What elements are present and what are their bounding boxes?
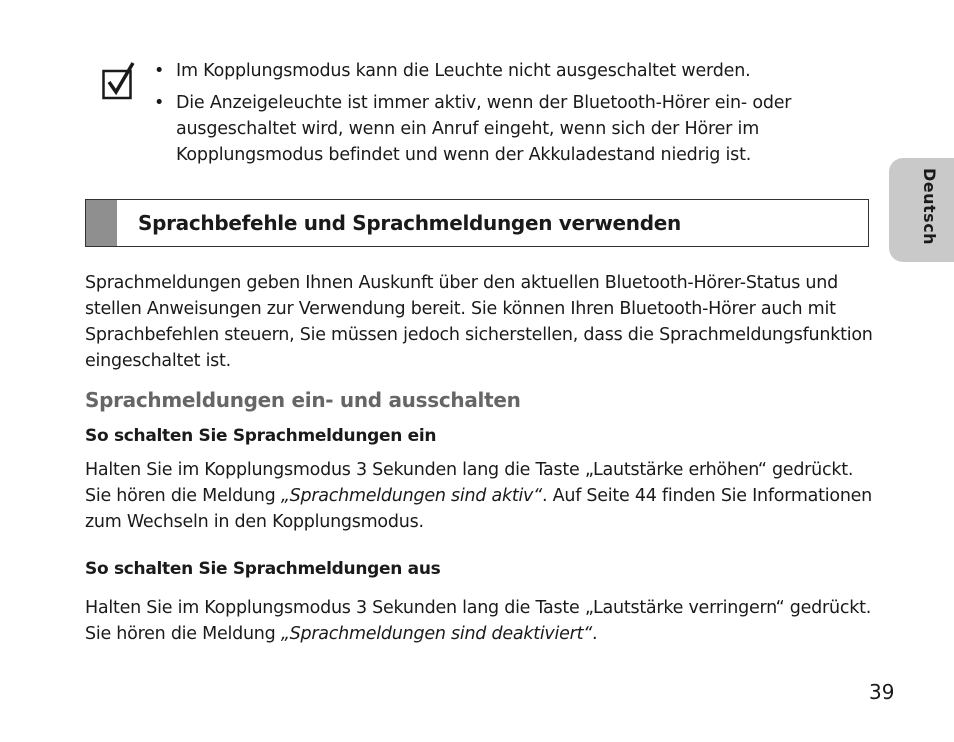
note-list — [152, 58, 852, 174]
section-header — [85, 199, 869, 247]
note-item — [152, 58, 852, 84]
subsection-title: Sprachmeldungen ein- und ausschalten — [85, 388, 521, 412]
bullet-icon: • — [154, 61, 165, 81]
intro-paragraph: Sprachmeldungen geben Ihnen Auskunft über den aktuellen Bluetooth-Hörer-Status und stellen Anweisungen zur Verwendung bereit. Sie können Ihren Bluetooth-Hörer auch mit Sprachbefehlen steuern, Sie müssen jedoch sicherstellen, dass die Sprachmeldungsfunktion eingeschaltet ist. — [85, 273, 873, 371]
heading-enable: So schalten Sie Sprachmeldungen ein — [85, 426, 437, 446]
language-tab-label: Deutsch — [920, 168, 939, 246]
paragraph-disable-quote: „Sprachmeldungen sind deaktiviert“ — [280, 624, 593, 644]
bullet-icon: • — [154, 93, 165, 113]
paragraph-enable-text-end: . Auf Seite 44 finden Sie Informationen zum Wechseln in den Kopplungsmodus. — [85, 486, 873, 532]
paragraph-disable-text-end: . — [592, 624, 598, 644]
paragraph-disable-text: Halten Sie im Kopplungsmodus 3 Sekunden lang die Taste „Lautstärke verringern“ gedrückt. Sie hören die Meldung — [85, 598, 872, 644]
page-number: 39 — [869, 680, 895, 704]
section-title: Sprachbefehle und Sprachmeldungen verwenden — [138, 211, 681, 235]
note-item-text: Im Kopplungsmodus kann die Leuchte nicht ausgeschaltet werden. — [176, 61, 751, 81]
section-header-bar — [86, 200, 117, 246]
paragraph-disable — [85, 595, 875, 647]
note-item — [152, 90, 852, 168]
paragraph-enable-quote: „Sprachmeldungen sind aktiv“ — [280, 486, 542, 506]
heading-disable: So schalten Sie Sprachmeldungen aus — [85, 559, 441, 579]
paragraph-enable — [85, 457, 875, 535]
paragraph-enable-text: Halten Sie im Kopplungsmodus 3 Sekunden lang die Taste „Lautstärke erhöhen“ gedrückt. Sie hören die Meldung — [85, 460, 854, 506]
note-item-text: Die Anzeigeleuchte ist immer aktiv, wenn der Bluetooth-Hörer ein- oder ausgeschaltet wird, wenn ein Anruf eingeht, wenn sich der Hörer im Kopplungsmodus befindet und wenn der Akkuladestand niedrig ist. — [176, 93, 792, 165]
checkbox-check-icon — [102, 62, 136, 100]
